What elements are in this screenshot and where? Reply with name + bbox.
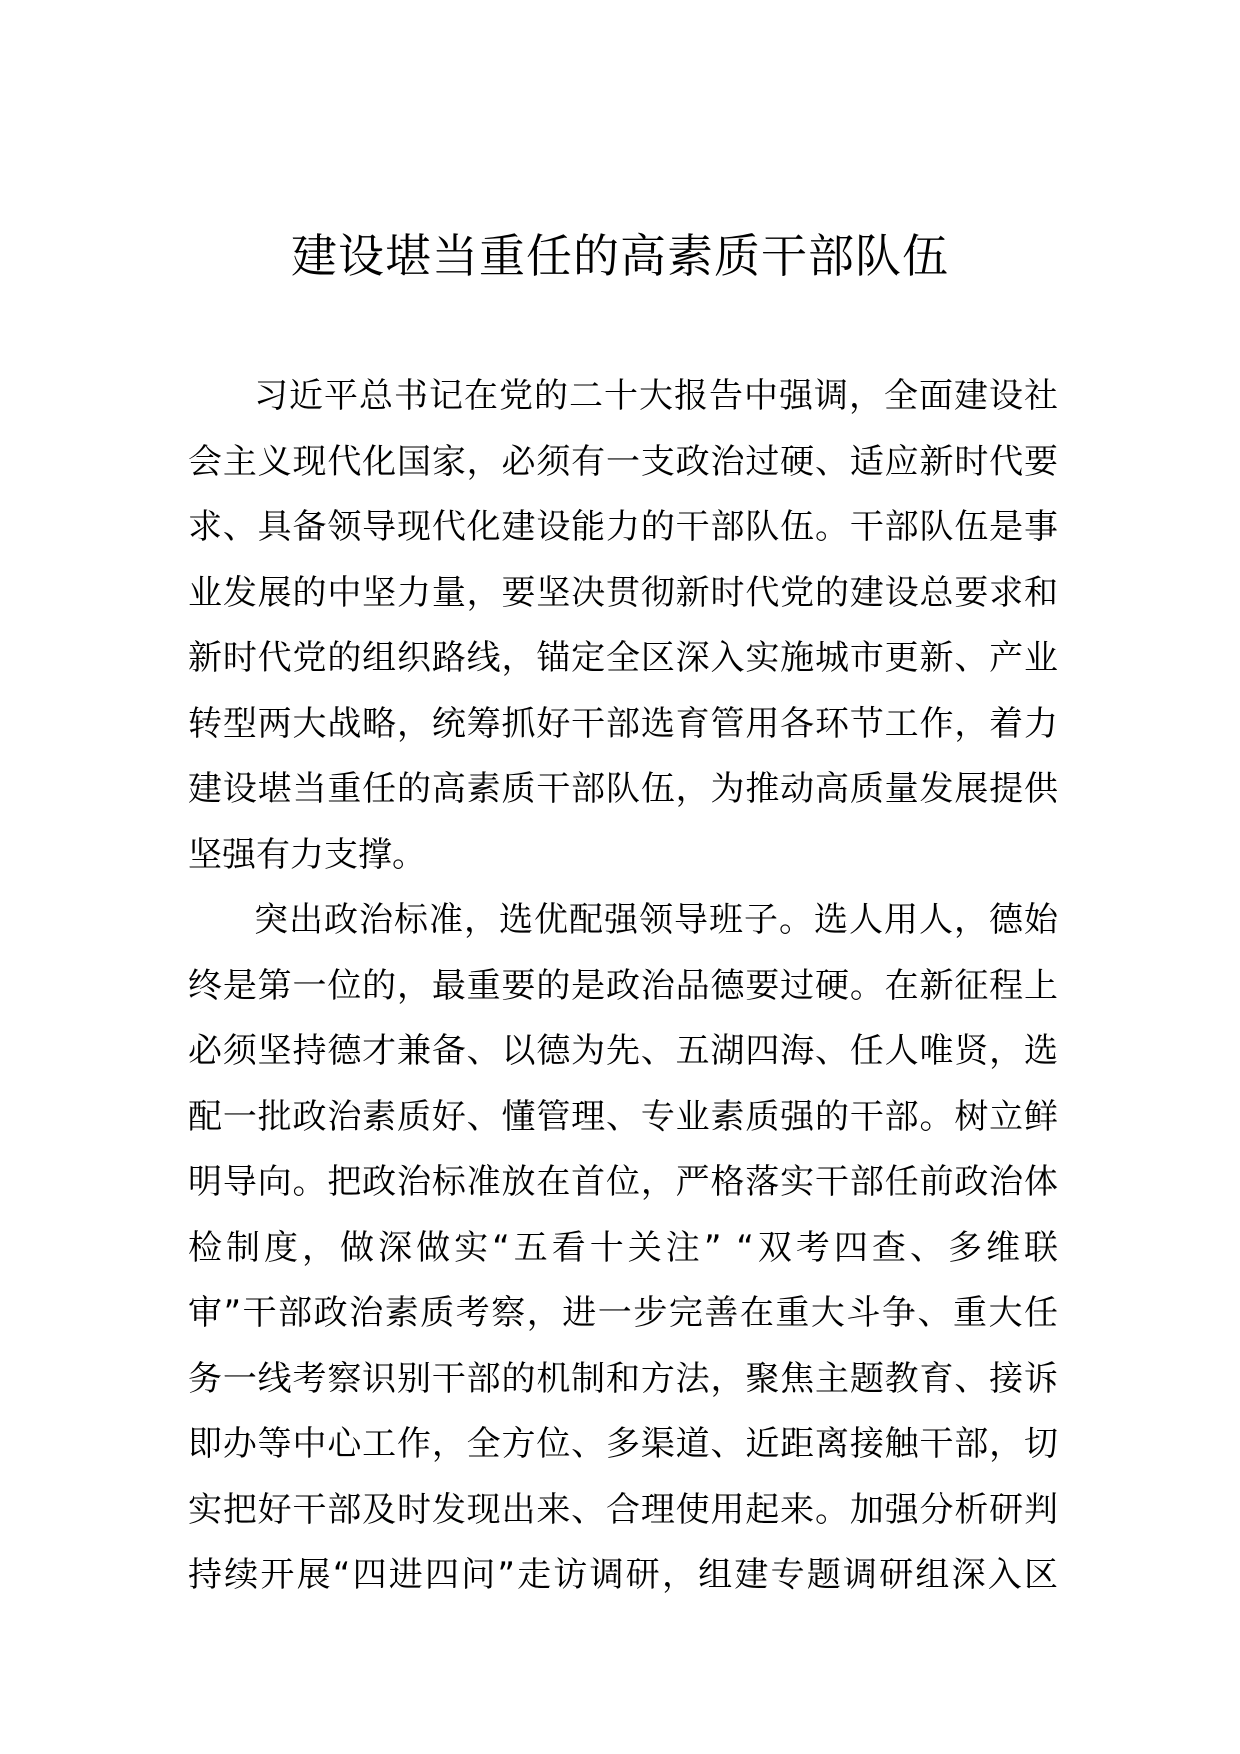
- paragraph-line: 即办等中心工作，全方位、多渠道、近距离接触干部，切: [188, 1424, 1058, 1464]
- paragraph-line: 审”干部政治素质考察，进一步完善在重大斗争、重大任: [188, 1293, 1058, 1333]
- document-title: 建设堪当重任的高素质干部队伍: [291, 229, 949, 283]
- paragraph-line: 业发展的中坚力量，要坚决贯彻新时代党的建设总要求和: [188, 572, 1058, 613]
- paragraph-line: 习近平总书记在党的二十大报告中强调，全面建设社: [254, 376, 1058, 416]
- document-body: [188, 364, 1058, 1609]
- paragraph-line: 持续开展“四进四问”走访调研，组建专题调研组深入区: [188, 1555, 1058, 1595]
- paragraph-line: 配一批政治素质好、懂管理、专业素质强的干部。树立鲜: [188, 1096, 1058, 1137]
- paragraph-line: 坚强有力支撑。: [188, 834, 426, 875]
- paragraph-line: 检制度，做深做实“五看十关注” “双考四查、多维联: [188, 1227, 1058, 1268]
- paragraph-line: 突出政治标准，选优配强领导班子。选人用人，德始: [254, 900, 1058, 940]
- paragraph-line: 建设堪当重任的高素质干部队伍，为推动高质量发展提供: [188, 769, 1058, 809]
- paragraph-line: 明导向。把政治标准放在首位，严格落实干部任前政治体: [188, 1162, 1058, 1202]
- paragraph-line: 必须坚持德才兼备、以德为先、五湖四海、任人唯贤，选: [188, 1031, 1058, 1071]
- paragraph-line: 会主义现代化国家，必须有一支政治过硬、适应新时代要: [188, 441, 1058, 482]
- paragraph-line: 务一线考察识别干部的机制和方法，聚焦主题教育、接诉: [188, 1358, 1058, 1399]
- paragraph-line: 新时代党的组织路线，锚定全区深入实施城市更新、产业: [188, 638, 1058, 678]
- paragraph-line: 求、具备领导现代化建设能力的干部队伍。干部队伍是事: [188, 507, 1058, 547]
- paragraph-line: 转型两大战略，统筹抓好干部选育管用各环节工作，着力: [188, 703, 1058, 744]
- paragraph-line: 实把好干部及时发现出来、合理使用起来。加强分析研判: [188, 1489, 1058, 1530]
- paragraph-line: 终是第一位的，最重要的是政治品德要过硬。在新征程上: [188, 965, 1058, 1006]
